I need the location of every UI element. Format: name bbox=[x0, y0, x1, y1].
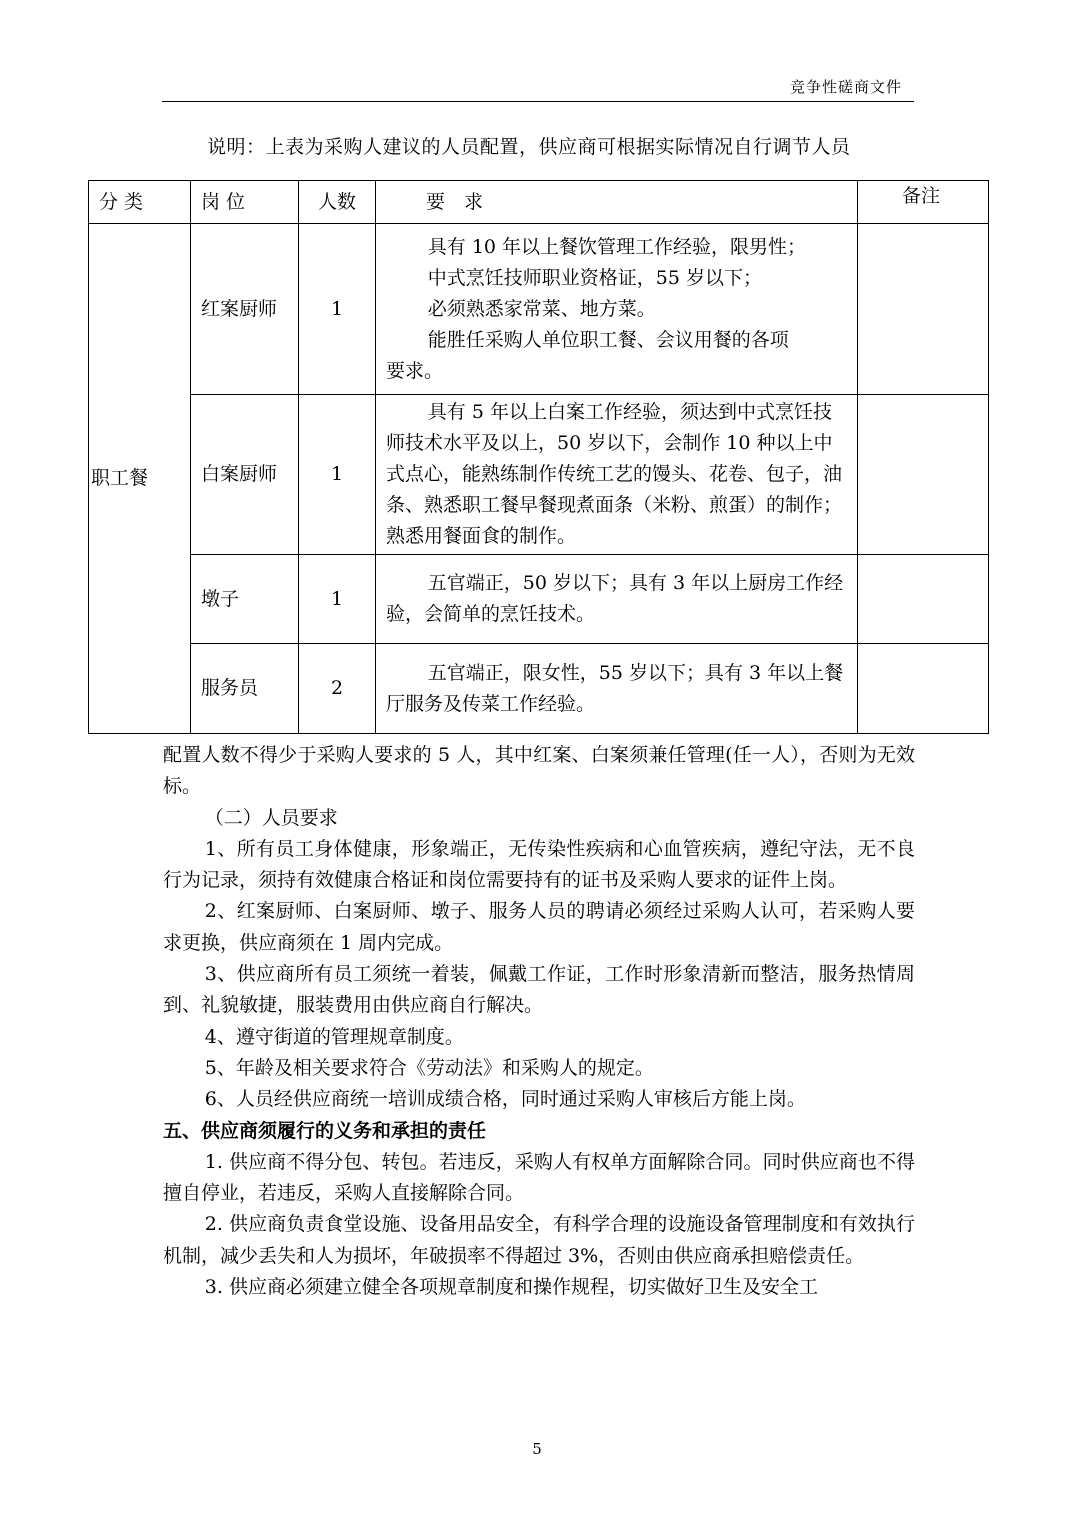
count-cell: 1 bbox=[299, 555, 376, 644]
paragraph: 3、供应商所有员工须统一着装，佩戴工作证，工作时形象清新而整洁，服务热情周到、礼貌敏捷，服装费用由供应商自行解决。 bbox=[163, 963, 915, 1017]
header-requirements: 要 求 bbox=[376, 181, 858, 224]
requirement-line: 能胜任采购人单位职工餐、会议用餐的各项 bbox=[427, 328, 789, 351]
header-count: 人数 bbox=[299, 181, 376, 224]
header-category: 分 类 bbox=[89, 181, 191, 224]
section-heading: （二）人员要求 bbox=[204, 806, 338, 829]
post-cell: 白案厨师 bbox=[191, 395, 299, 555]
requirement-line: 具有 10 年以上餐饮管理工作经验，限男性； bbox=[427, 235, 807, 258]
requirement-line: 必须熟悉家常菜、地方菜。 bbox=[427, 297, 656, 320]
post-cell: 墩子 bbox=[191, 555, 299, 644]
paragraph: 1、所有员工身体健康，形象端正，无传染性疾病和心血管疾病，遵纪守法，无不良行为记录，须持有效健康合格证和岗位需要持有的证书及采购人要求的证件上岗。 bbox=[163, 837, 915, 892]
requirement-cell bbox=[376, 555, 858, 644]
section-heading: 五、供应商须履行的义务和承担的责任 bbox=[163, 1119, 487, 1142]
body-text bbox=[163, 740, 915, 1303]
paragraph: 2、红案厨师、白案厨师、墩子、服务人员的聘请必须经过采购人认可，若采购人要求更换，供应商须在 1 周内完成。 bbox=[163, 900, 915, 954]
paragraph: 6、人员经供应商统一培训成绩合格，同时通过采购人审核后方能上岗。 bbox=[204, 1088, 806, 1111]
count-cell: 2 bbox=[299, 644, 376, 734]
count-cell: 1 bbox=[299, 395, 376, 555]
requirement-cell bbox=[376, 395, 858, 555]
requirement-cell bbox=[376, 644, 858, 734]
requirement-line: 中式烹饪技师职业资格证，55 岁以下； bbox=[427, 266, 763, 289]
category-cell: 职工餐 bbox=[89, 224, 191, 734]
requirement-cell bbox=[376, 224, 858, 395]
table-note: 说明：上表为采购人建议的人员配置，供应商可根据实际情况自行调节人员 bbox=[207, 136, 851, 158]
paragraph: 2. 供应商负责食堂设施、设备用品安全，有科学合理的设施设备管理制度和有效执行机制，减少丢失和人为损坏，年破损率不得超过 3%，否则由供应商承担赔偿责任。 bbox=[163, 1213, 915, 1267]
paragraph: 4、遵守街道的管理规章制度。 bbox=[204, 1025, 464, 1048]
requirement-line: 具有 5 年以上白案工作经验，须达到中式烹饪技师技术水平及以上，50 岁以下，会制作 10 种以上中式点心，能熟练制作传统工艺的馒头、花卷、包子，油条、熟悉职工餐早餐现煮面条（米粉、煎蛋）的制作；熟悉用餐面食的制作。 bbox=[386, 401, 843, 547]
table-header-row bbox=[89, 181, 989, 224]
header-remarks: 备注 bbox=[858, 181, 989, 224]
post-cell: 服务员 bbox=[191, 644, 299, 734]
paragraph: 配置人数不得少于采购人要求的 5 人，其中红案、白案须兼任管理(任一人），否则为无效标。 bbox=[163, 744, 915, 798]
staffing-table bbox=[88, 180, 989, 734]
header-rule bbox=[162, 101, 914, 102]
paragraph: 1. 供应商不得分包、转包。若违反，采购人有权单方面解除合同。同时供应商也不得擅自停业，若违反，采购人直接解除合同。 bbox=[163, 1150, 915, 1205]
table-row bbox=[89, 644, 989, 734]
remarks-cell bbox=[858, 644, 989, 734]
header-post: 岗 位 bbox=[191, 181, 299, 224]
table-row bbox=[89, 224, 989, 395]
page-number: 5 bbox=[532, 1440, 542, 1458]
remarks-cell bbox=[858, 555, 989, 644]
table-row bbox=[89, 395, 989, 555]
requirement-line: 要求。 bbox=[386, 359, 444, 382]
paragraph: 5、年龄及相关要求符合《劳动法》和采购人的规定。 bbox=[204, 1056, 654, 1079]
count-cell: 1 bbox=[299, 224, 376, 395]
requirement-line: 五官端正，50 岁以下；具有 3 年以上厨房工作经验，会简单的烹饪技术。 bbox=[386, 572, 844, 625]
table-row bbox=[89, 555, 989, 644]
post-cell: 红案厨师 bbox=[191, 224, 299, 395]
header-title: 竞争性磋商文件 bbox=[789, 78, 902, 96]
requirement-line: 五官端正，限女性，55 岁以下；具有 3 年以上餐厅服务及传菜工作经验。 bbox=[386, 661, 844, 715]
remarks-cell bbox=[858, 224, 989, 395]
remarks-cell bbox=[858, 395, 989, 555]
paragraph: 3. 供应商必须建立健全各项规章制度和操作规程，切实做好卫生及安全工 bbox=[204, 1276, 818, 1299]
